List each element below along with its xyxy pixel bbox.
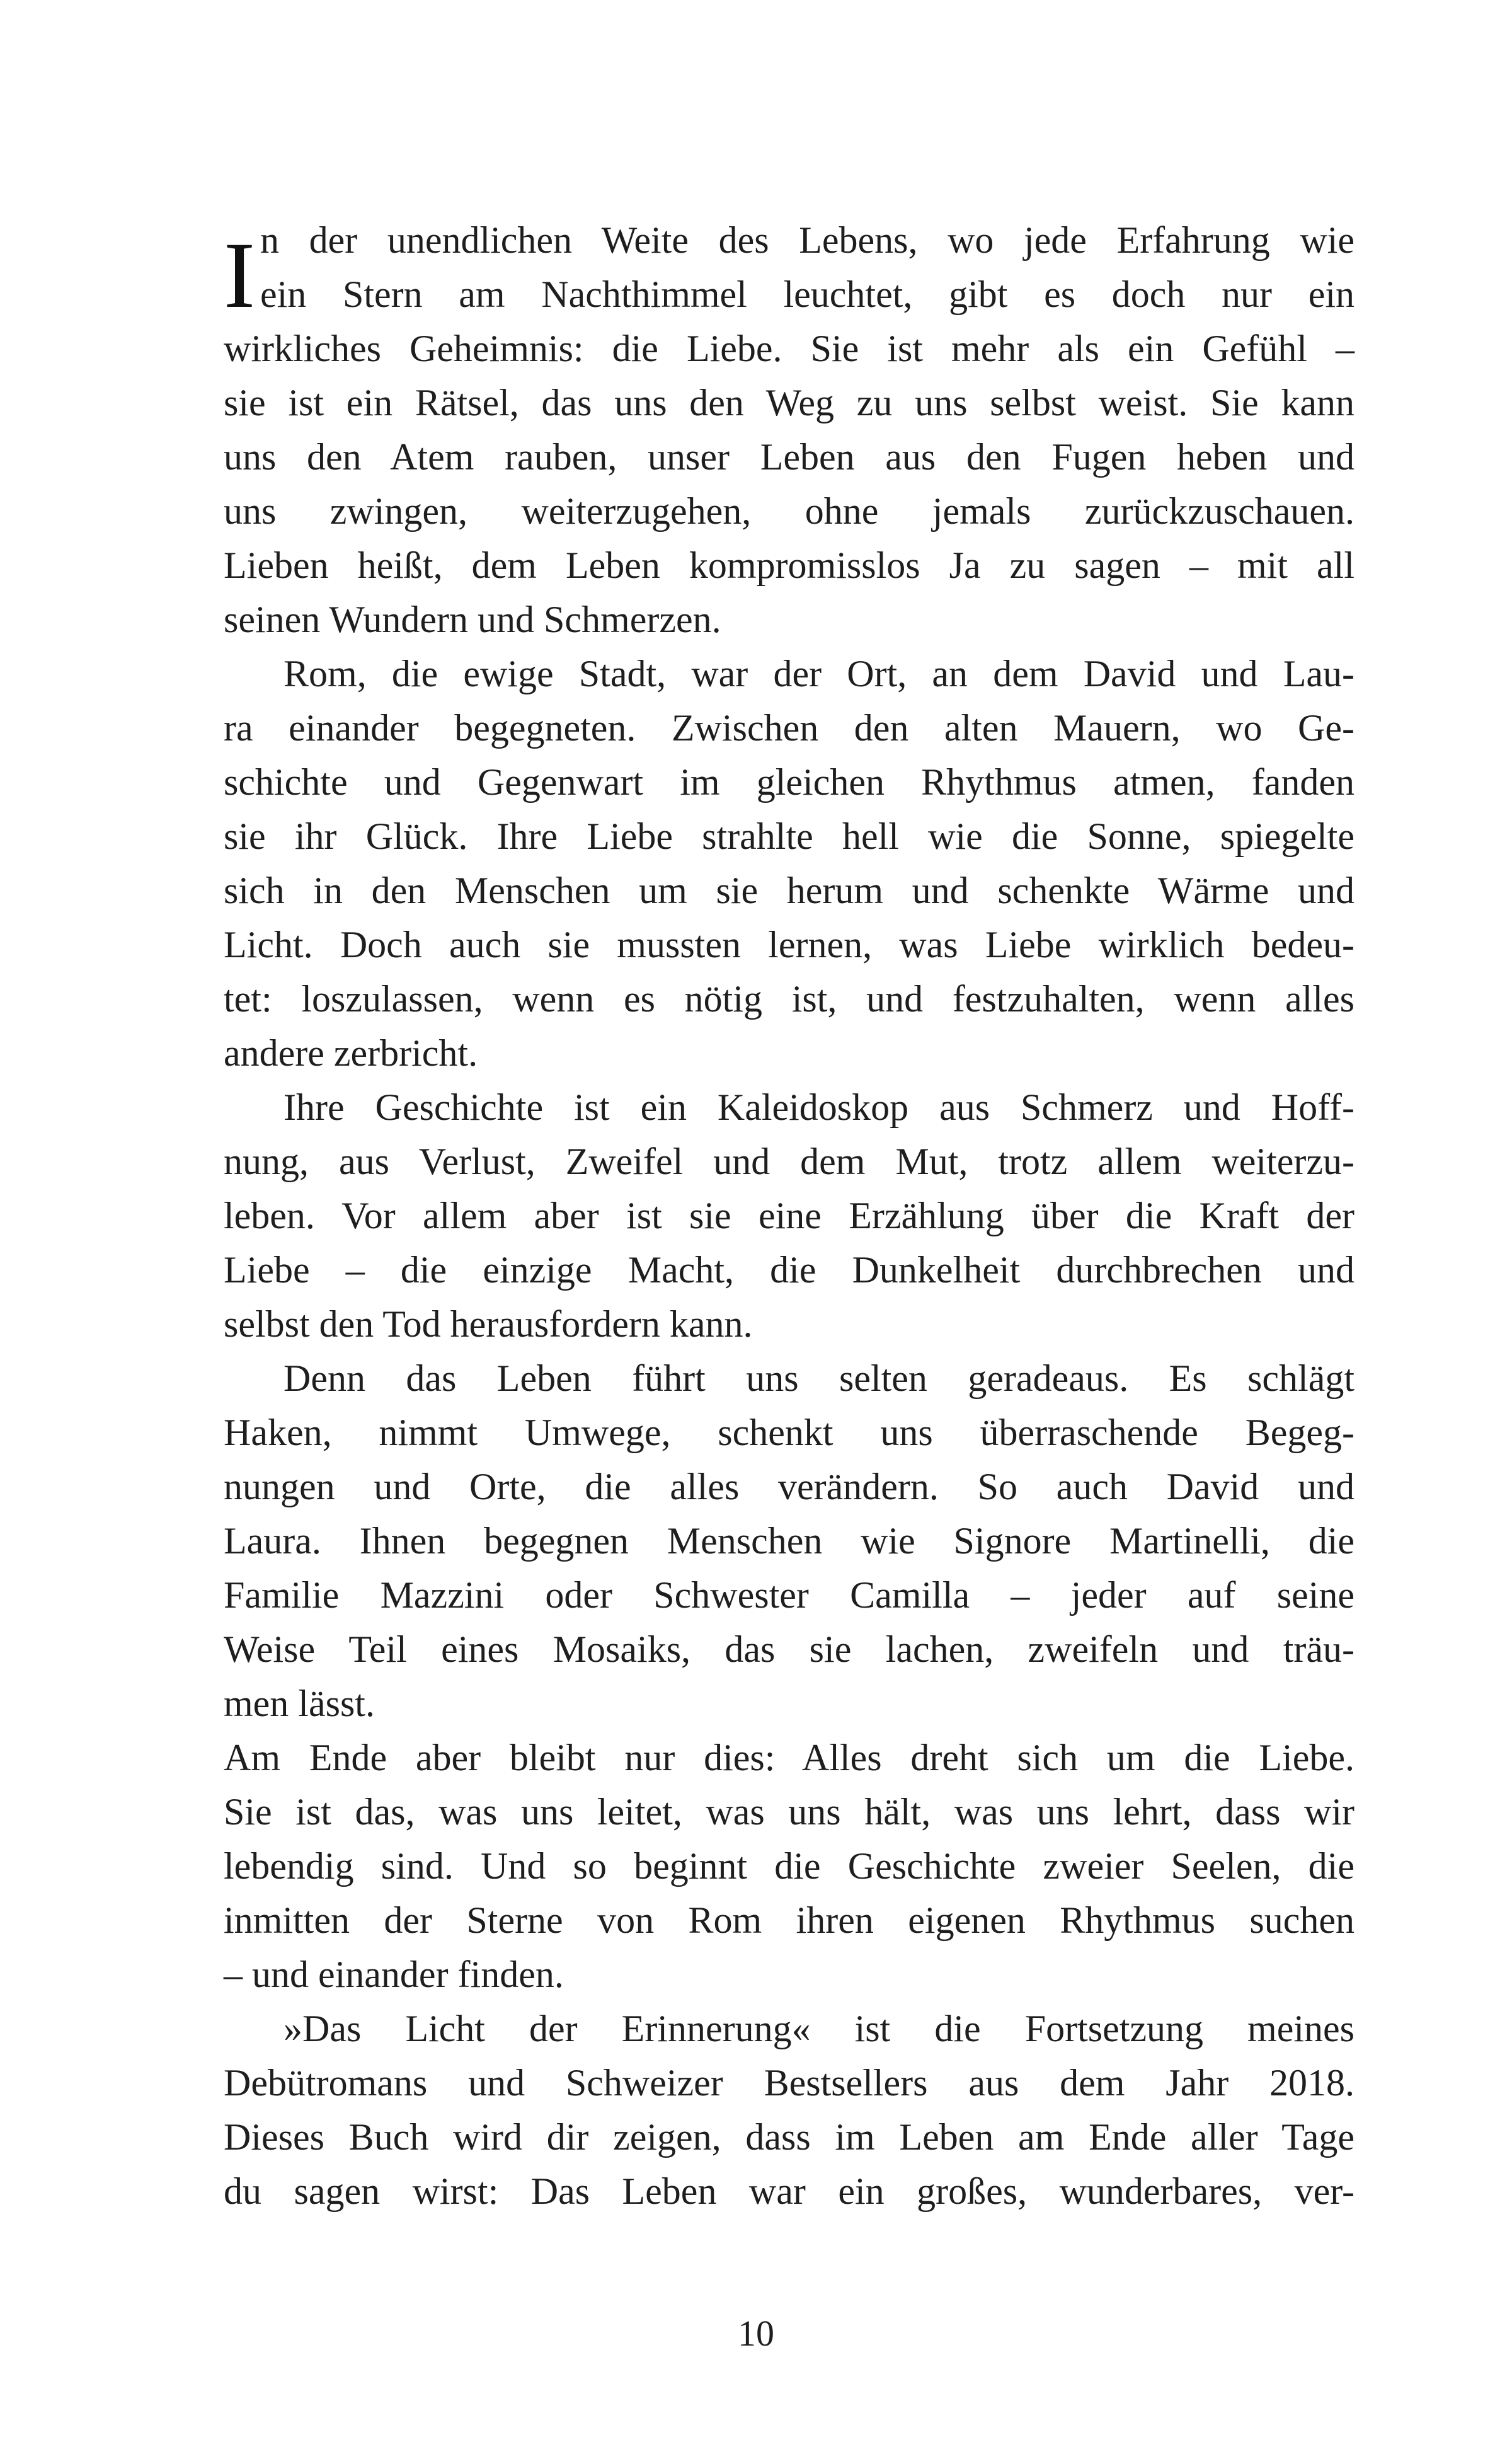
text-line: Laura. Ihnen begegnen Menschen wie Signore Martinelli, die [224, 1520, 1354, 1562]
text-line: »Das Licht der Erinnerung« ist die Fortsetzung meines [284, 2008, 1354, 2049]
text-line: leben. Vor allem aber ist sie eine Erzählung über die Kraft der [224, 1195, 1354, 1236]
text-line: uns zwingen, weiterzugehen, ohne jemals zurückzuschauen. [224, 490, 1354, 532]
text-line: inmitten der Sterne von Rom ihren eigenen Rhythmus suchen [224, 1899, 1354, 1941]
text-line: du sagen wirst: Das Leben war ein großes, wunderbares, ver- [224, 2170, 1354, 2212]
text-line: wirkliches Geheimnis: die Liebe. Sie ist mehr als ein Gefühl – [224, 328, 1354, 369]
text-line: tet: loszulassen, wenn es nötig ist, und festzuhalten, wenn alles [224, 978, 1354, 1020]
text-line: uns den Atem rauben, unser Leben aus den Fugen heben und [224, 436, 1354, 478]
paragraph [224, 2001, 1354, 2218]
text-line: men lässt. [224, 1683, 375, 1724]
paragraph [224, 1351, 1354, 1731]
text-line: nung, aus Verlust, Zweifel und dem Mut, trotz allem weiterzu- [224, 1141, 1354, 1182]
text-line: Weise Teil eines Mosaiks, das sie lachen, zweifeln und träu- [224, 1628, 1354, 1670]
text-line: nungen und Orte, die alles verändern. So auch David und [224, 1466, 1354, 1507]
text-line: Sie ist das, was uns leitet, was uns hält, was uns lehrt, dass wir [224, 1791, 1354, 1833]
text-line: schichte und Gegenwart im gleichen Rhythmus atmen, fanden [224, 761, 1354, 803]
text-line: Licht. Doch auch sie mussten lernen, was Liebe wirklich bedeu- [224, 924, 1354, 965]
paragraph [224, 1080, 1354, 1351]
text-line: Am Ende aber bleibt nur dies: Alles dreht sich um die Liebe. [224, 1737, 1354, 1778]
text-line: sie ist ein Rätsel, das uns den Weg zu uns selbst weist. Sie kann [224, 382, 1354, 423]
paragraph [224, 647, 1354, 1080]
page-number: 10 [738, 2313, 774, 2354]
text-line: n der unendlichen Weite des Lebens, wo jede Erfahrung wie [260, 219, 1354, 261]
text-line: Dieses Buch wird dir zeigen, dass im Leben am Ende aller Tage [224, 2116, 1354, 2158]
text-line: Debütromans und Schweizer Bestsellers aus dem Jahr 2018. [224, 2062, 1354, 2104]
text-line: lebendig sind. Und so beginnt die Geschichte zweier Seelen, die [224, 1845, 1354, 1887]
text-line: Lieben heißt, dem Leben kompromisslos Ja zu sagen – mit all [224, 544, 1354, 586]
text-line: sie ihr Glück. Ihre Liebe strahlte hell wie die Sonne, spiegelte [224, 815, 1354, 857]
text-line: Familie Mazzini oder Schwester Camilla – jeder auf seine [224, 1574, 1354, 1616]
text-line: seinen Wundern und Schmerzen. [224, 599, 721, 640]
body-text [224, 213, 1354, 2218]
drop-cap: I [224, 223, 255, 328]
text-line: Haken, nimmt Umwege, schenkt uns überraschende Begeg- [224, 1412, 1354, 1453]
text-line: ra einander begegneten. Zwischen den alten Mauern, wo Ge- [224, 707, 1354, 749]
text-line: selbst den Tod herausfordern kann. [224, 1303, 753, 1345]
paragraph [224, 1731, 1354, 2001]
text-line: andere zerbricht. [224, 1032, 478, 1074]
text-line: Ihre Geschichte ist ein Kaleidoskop aus Schmerz und Hoff- [284, 1086, 1354, 1128]
text-line: – und einander finden. [224, 1954, 564, 1995]
text-line: Denn das Leben führt uns selten geradeaus. Es schlägt [284, 1357, 1354, 1399]
text-line: Rom, die ewige Stadt, war der Ort, an dem David und Lau- [284, 653, 1354, 694]
paragraph [224, 213, 1354, 647]
text-line: Liebe – die einzige Macht, die Dunkelheit durchbrechen und [224, 1249, 1354, 1291]
text-line: ein Stern am Nachthimmel leuchtet, gibt es doch nur ein [260, 274, 1354, 315]
text-line: sich in den Menschen um sie herum und schenkte Wärme und [224, 870, 1354, 911]
